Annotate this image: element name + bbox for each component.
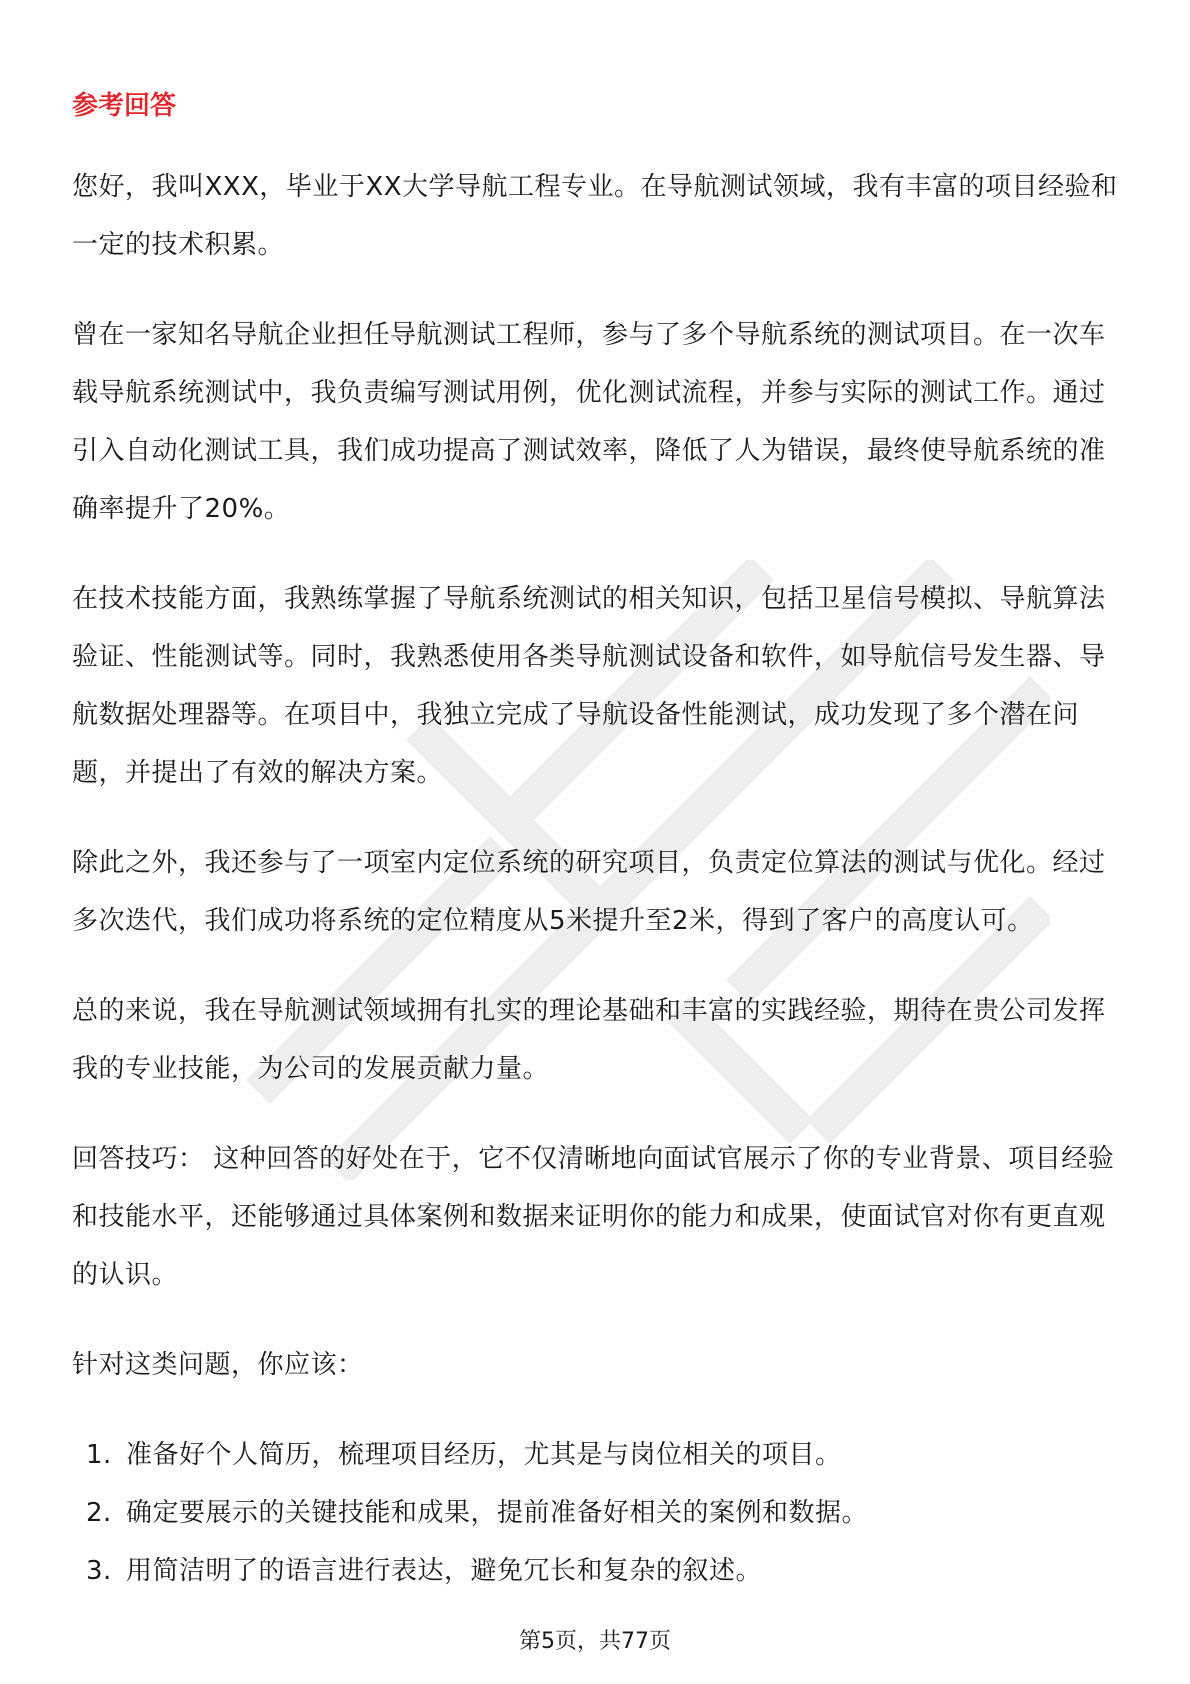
- document-page: [72, 84, 1122, 1600]
- advice-list: [72, 1426, 1122, 1600]
- list-item-text: 用简洁明了的语言进行表达，避免冗长和复杂的叙述。: [126, 1556, 763, 1586]
- list-item-number: 1.: [86, 1440, 112, 1470]
- list-item-text: 准备好个人简历，梳理项目经历，尤其是与岗位相关的项目。: [126, 1440, 842, 1470]
- page-footer: 第5页，共77页: [519, 1629, 671, 1654]
- paragraph-intro: 您好，我叫XXX，毕业于XX大学导航工程专业。在导航测试领域，我有丰富的项目经验和一定的技术积累。: [72, 172, 1118, 260]
- list-item-text: 确定要展示的关键技能和成果，提前准备好相关的案例和数据。: [126, 1498, 869, 1528]
- section-heading: 参考回答: [72, 91, 177, 121]
- list-item-number: 2.: [86, 1498, 112, 1528]
- paragraph-research: 除此之外，我还参与了一项室内定位系统的研究项目，负责定位算法的测试与优化。经过多次迭代，我们成功将系统的定位精度从5米提升至2米，得到了客户的高度认可。: [72, 848, 1106, 936]
- paragraph-advice-lead: 针对这类问题，你应该：: [72, 1350, 364, 1380]
- paragraph-experience: 曾在一家知名导航企业担任导航测试工程师，参与了多个导航系统的测试项目。在一次车载导航系统测试中，我负责编写测试用例，优化测试流程，并参与实际的测试工作。通过引入自动化测试工具，我们成功提高了测试效率，降低了人为错误，最终使导航系统的准确率提升了20%。: [72, 320, 1106, 524]
- list-item: [86, 1542, 1122, 1600]
- paragraph-tips: 回答技巧： 这种回答的好处在于，它不仅清晰地向面试官展示了你的专业背景、项目经验和技能水平，还能够通过具体案例和数据来证明你的能力和成果，使面试官对你有更直观的认识。: [72, 1144, 1115, 1290]
- list-item-number: 3.: [86, 1556, 112, 1586]
- list-item: [86, 1426, 1122, 1484]
- paragraph-skills: 在技术技能方面，我熟练掌握了导航系统测试的相关知识，包括卫星信号模拟、导航算法验证、性能测试等。同时，我熟悉使用各类导航测试设备和软件，如导航信号发生器、导航数据处理器等。在项目中，我独立完成了导航设备性能测试，成功发现了多个潜在问题，并提出了有效的解决方案。: [72, 584, 1106, 788]
- paragraph-summary: 总的来说，我在导航测试领域拥有扎实的理论基础和丰富的实践经验，期待在贵公司发挥我的专业技能，为公司的发展贡献力量。: [72, 996, 1106, 1084]
- list-item: [86, 1484, 1122, 1542]
